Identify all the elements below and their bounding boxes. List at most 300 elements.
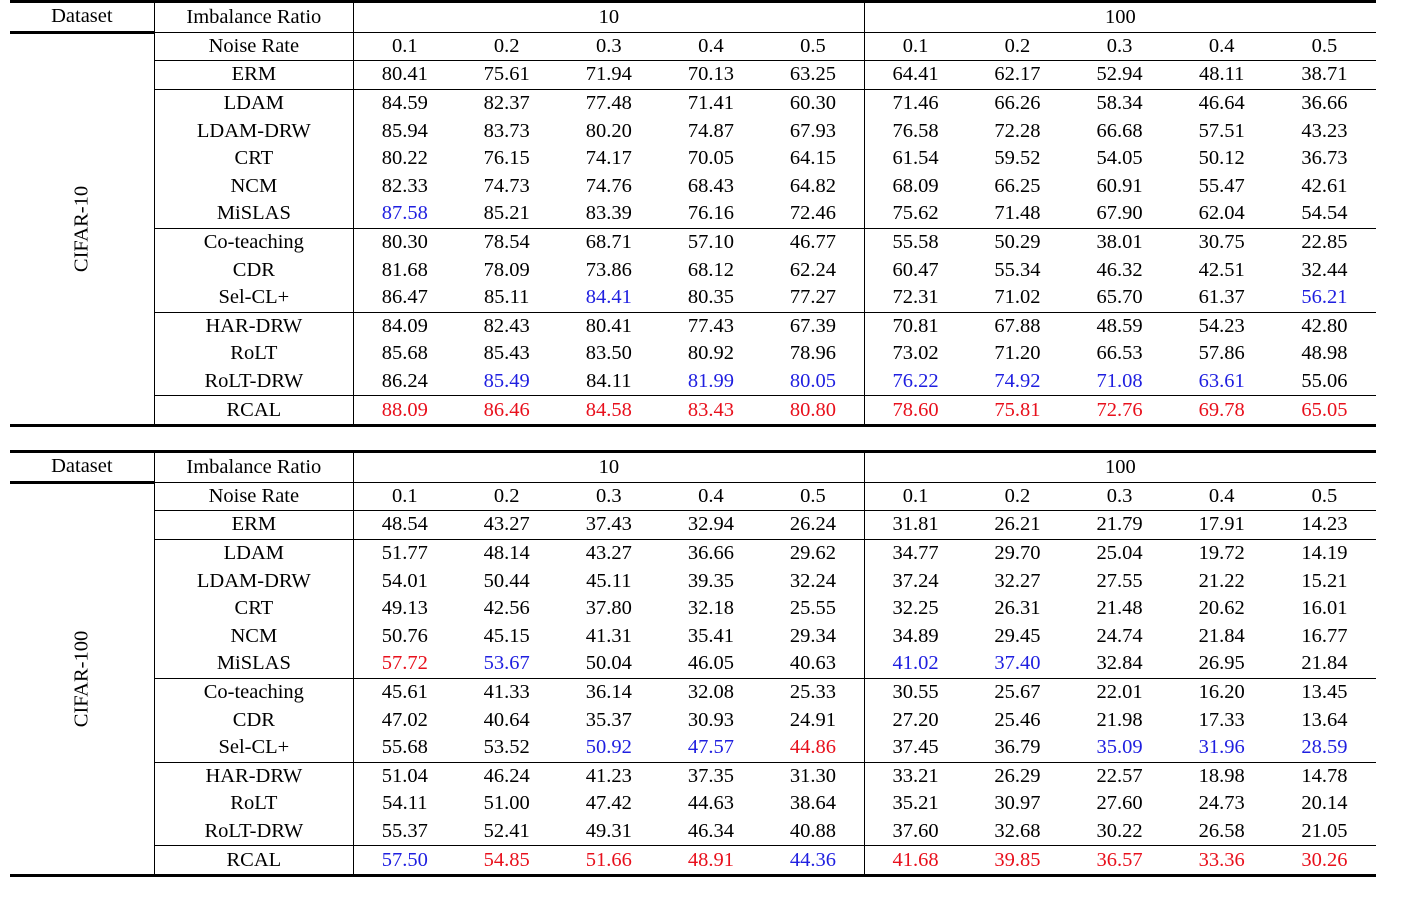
table-cell: 60.30 bbox=[762, 89, 864, 117]
method-name: ERM bbox=[154, 61, 353, 90]
table-cell: 80.20 bbox=[585, 119, 632, 142]
table-cell: 74.92 bbox=[994, 370, 1041, 393]
method-name: CRT bbox=[154, 595, 353, 623]
table-cell: 55.47 bbox=[1198, 174, 1245, 197]
table-cell: 32.27 bbox=[994, 569, 1041, 592]
table-cell: 57.10 bbox=[660, 228, 762, 256]
table-cell: 88.09 bbox=[353, 396, 455, 424]
table-cell: 74.73 bbox=[483, 174, 530, 197]
table-cell: 50.12 bbox=[1198, 147, 1245, 170]
table-cell: 29.45 bbox=[994, 624, 1041, 647]
noise-rate-value: 0.2 bbox=[966, 482, 1068, 511]
cifar100-results-table bbox=[10, 450, 1376, 895]
header-row-imbalance bbox=[10, 2, 1376, 33]
table-cell: 64.15 bbox=[762, 145, 864, 173]
table-cell: 17.91 bbox=[1171, 511, 1273, 540]
table-cell: 68.09 bbox=[892, 174, 939, 197]
dataset-cell bbox=[10, 482, 154, 874]
table-row bbox=[10, 511, 1376, 540]
table-row bbox=[10, 89, 1376, 117]
table-cell: 67.93 bbox=[762, 117, 864, 145]
results-table bbox=[10, 0, 1376, 424]
table-cell: 41.33 bbox=[456, 678, 558, 706]
table-cell: 33.21 bbox=[864, 762, 966, 790]
table-cell: 48.14 bbox=[456, 539, 558, 567]
table-row bbox=[10, 368, 1376, 396]
table-cell: 65.05 bbox=[1273, 396, 1376, 424]
table-cell: 30.22 bbox=[1096, 820, 1143, 843]
table-cell: 19.72 bbox=[1171, 539, 1273, 567]
table-row bbox=[10, 706, 1376, 734]
noise-rate-value: 0.2 bbox=[456, 482, 558, 511]
table-row bbox=[10, 145, 1376, 173]
table-cell: 55.06 bbox=[1301, 370, 1348, 393]
table-cell: 80.92 bbox=[687, 342, 735, 365]
table-cell: 41.23 bbox=[558, 762, 660, 790]
table-cell: 21.84 bbox=[1198, 624, 1245, 647]
method-name: RoLT-DRW bbox=[154, 368, 353, 396]
table-row bbox=[10, 284, 1376, 312]
table-cell: 46.32 bbox=[1096, 258, 1143, 281]
table-cell: 75.81 bbox=[966, 396, 1068, 424]
table-cell: 17.33 bbox=[1198, 708, 1245, 731]
table-row bbox=[10, 678, 1376, 706]
table-row bbox=[10, 539, 1376, 567]
table-cell: 13.64 bbox=[1301, 708, 1348, 731]
table-cell: 35.09 bbox=[1096, 736, 1143, 759]
noise-rate-value: 0.5 bbox=[1273, 482, 1376, 511]
table-cell: 50.04 bbox=[585, 652, 632, 675]
table-cell: 61.37 bbox=[1198, 286, 1245, 309]
method-name: MiSLAS bbox=[154, 650, 353, 678]
table-cell: 36.57 bbox=[1068, 846, 1170, 874]
table-cell: 84.58 bbox=[558, 396, 660, 424]
table-cell: 24.73 bbox=[1198, 792, 1245, 815]
table-cell: 76.22 bbox=[892, 370, 939, 393]
table-cell: 42.80 bbox=[1273, 312, 1376, 340]
method-name: CDR bbox=[154, 706, 353, 734]
table-row bbox=[10, 312, 1376, 340]
table-cell: 46.34 bbox=[687, 820, 735, 843]
table-cell: 54.23 bbox=[1171, 312, 1273, 340]
method-name: NCM bbox=[154, 623, 353, 651]
table-cell: 40.63 bbox=[762, 650, 864, 678]
table-cell: 41.02 bbox=[892, 652, 939, 675]
noise-rate-value: 0.3 bbox=[1068, 482, 1170, 511]
table-cell: 62.24 bbox=[762, 256, 864, 284]
table-cell: 29.62 bbox=[762, 539, 864, 567]
method-name: RoLT bbox=[154, 340, 353, 368]
table-cell: 48.98 bbox=[1301, 342, 1348, 365]
table-cell: 26.58 bbox=[1198, 820, 1245, 843]
table-cell: 50.44 bbox=[483, 569, 530, 592]
table-cell: 26.29 bbox=[966, 762, 1068, 790]
table-cell: 80.41 bbox=[558, 312, 660, 340]
table-cell: 84.09 bbox=[353, 312, 455, 340]
table-row bbox=[10, 256, 1376, 284]
table-cell: 56.21 bbox=[1301, 286, 1348, 309]
table-cell: 66.25 bbox=[994, 174, 1041, 197]
table-cell: 66.68 bbox=[1096, 119, 1143, 142]
table-cell: 45.61 bbox=[353, 678, 455, 706]
table-cell: 54.05 bbox=[1096, 147, 1143, 170]
table-cell: 53.67 bbox=[483, 652, 530, 675]
table-cell: 32.18 bbox=[687, 597, 735, 620]
table-cell: 13.45 bbox=[1273, 678, 1376, 706]
table-cell: 51.66 bbox=[558, 846, 660, 874]
table-cell: 25.55 bbox=[762, 595, 864, 623]
table-cell: 84.11 bbox=[586, 370, 632, 393]
table-cell: 25.33 bbox=[762, 678, 864, 706]
table-cell: 20.14 bbox=[1301, 792, 1348, 815]
table-cell: 86.24 bbox=[381, 370, 428, 393]
table-cell: 40.88 bbox=[762, 818, 864, 846]
table-cell: 72.76 bbox=[1068, 396, 1170, 424]
method-name: HAR-DRW bbox=[154, 762, 353, 790]
table-cell: 58.34 bbox=[1068, 89, 1170, 117]
table-cell: 30.26 bbox=[1273, 846, 1376, 874]
table-cell: 66.53 bbox=[1096, 342, 1143, 365]
table-cell: 28.59 bbox=[1301, 736, 1348, 759]
imbalance-10-header: 10 bbox=[353, 2, 864, 33]
method-name: Co-teaching bbox=[154, 678, 353, 706]
table-cell: 43.27 bbox=[558, 539, 660, 567]
table-cell: 62.17 bbox=[966, 61, 1068, 90]
table-row bbox=[10, 173, 1376, 201]
table-cell: 24.74 bbox=[1096, 624, 1143, 647]
table-cell: 24.91 bbox=[762, 706, 864, 734]
method-name: RCAL bbox=[154, 846, 353, 874]
table-cell: 16.77 bbox=[1301, 624, 1348, 647]
table-cell: 22.57 bbox=[1068, 762, 1170, 790]
table-cell: 64.41 bbox=[864, 61, 966, 90]
method-name: RCAL bbox=[154, 396, 353, 424]
noise-rate-value: 0.5 bbox=[1273, 32, 1376, 61]
dataset-header: Dataset bbox=[10, 452, 154, 483]
table-cell: 66.26 bbox=[966, 89, 1068, 117]
table-cell: 72.31 bbox=[892, 286, 939, 309]
table-cell: 25.46 bbox=[994, 708, 1041, 731]
table-cell: 50.76 bbox=[381, 624, 428, 647]
table-cell: 85.21 bbox=[483, 202, 530, 225]
table-cell: 84.59 bbox=[353, 89, 455, 117]
table-cell: 70.81 bbox=[864, 312, 966, 340]
table-cell: 51.00 bbox=[483, 792, 530, 815]
table-cell: 26.31 bbox=[994, 597, 1041, 620]
table-cell: 31.30 bbox=[762, 762, 864, 790]
table-cell: 85.11 bbox=[484, 286, 530, 309]
table-cell: 32.68 bbox=[994, 820, 1041, 843]
table-cell: 42.51 bbox=[1198, 258, 1245, 281]
table-cell: 48.91 bbox=[660, 846, 762, 874]
table-cell: 67.39 bbox=[762, 312, 864, 340]
table-cell: 29.34 bbox=[762, 623, 864, 651]
table-cell: 63.25 bbox=[762, 61, 864, 90]
noise-rate-value: 0.4 bbox=[660, 482, 762, 511]
table-cell: 80.22 bbox=[381, 147, 428, 170]
table-cell: 55.34 bbox=[994, 258, 1041, 281]
method-name: HAR-DRW bbox=[154, 312, 353, 340]
table-cell: 26.21 bbox=[966, 511, 1068, 540]
table-cell: 71.02 bbox=[994, 286, 1041, 309]
table-cell: 26.95 bbox=[1198, 652, 1245, 675]
table-cell: 44.86 bbox=[762, 734, 864, 762]
table-bottom-rule bbox=[10, 424, 1376, 427]
table-cell: 54.11 bbox=[382, 792, 428, 815]
table-cell: 55.58 bbox=[864, 228, 966, 256]
method-name: CRT bbox=[154, 145, 353, 173]
table-cell: 51.77 bbox=[353, 539, 455, 567]
table-cell: 52.41 bbox=[483, 820, 530, 843]
table-cell: 80.35 bbox=[687, 286, 735, 309]
table-cell: 20.62 bbox=[1198, 597, 1245, 620]
table-cell: 46.64 bbox=[1171, 89, 1273, 117]
dataset-label: CIFAR-10 bbox=[70, 185, 93, 272]
table-cell: 49.31 bbox=[585, 820, 632, 843]
table-cell: 59.52 bbox=[994, 147, 1041, 170]
noise-rate-value: 0.3 bbox=[1068, 32, 1170, 61]
table-cell: 38.71 bbox=[1273, 61, 1376, 90]
table-cell: 83.73 bbox=[483, 119, 530, 142]
table-cell: 78.54 bbox=[456, 228, 558, 256]
dataset-header: Dataset bbox=[10, 2, 154, 33]
table-cell: 57.51 bbox=[1198, 119, 1245, 142]
table-cell: 83.39 bbox=[585, 202, 632, 225]
table-cell: 82.33 bbox=[381, 174, 428, 197]
table-cell: 76.58 bbox=[892, 119, 939, 142]
table-cell: 86.47 bbox=[381, 286, 428, 309]
table-cell: 36.79 bbox=[994, 736, 1041, 759]
table-cell: 73.02 bbox=[892, 342, 939, 365]
noise-rate-value: 0.1 bbox=[864, 482, 966, 511]
noise-rate-value: 0.1 bbox=[864, 32, 966, 61]
table-cell: 21.98 bbox=[1096, 708, 1143, 731]
table-cell: 83.43 bbox=[660, 396, 762, 424]
table-cell: 80.05 bbox=[762, 368, 864, 396]
table-cell: 78.96 bbox=[762, 340, 864, 368]
table-cell: 27.55 bbox=[1096, 569, 1143, 592]
table-cell: 57.50 bbox=[353, 846, 455, 874]
table-cell: 32.94 bbox=[660, 511, 762, 540]
table-row bbox=[10, 650, 1376, 678]
table-cell: 54.01 bbox=[381, 569, 428, 592]
table-cell: 16.20 bbox=[1171, 678, 1273, 706]
noise-rate-value: 0.1 bbox=[353, 482, 455, 511]
table-cell: 39.35 bbox=[687, 569, 735, 592]
table-cell: 65.70 bbox=[1096, 286, 1143, 309]
noise-rate-value: 0.2 bbox=[966, 32, 1068, 61]
table-cell: 48.11 bbox=[1171, 61, 1273, 90]
table-cell: 68.71 bbox=[558, 228, 660, 256]
table-cell: 41.31 bbox=[585, 624, 632, 647]
noise-rate-value: 0.5 bbox=[762, 482, 864, 511]
table-cell: 21.84 bbox=[1301, 652, 1348, 675]
table-cell: 44.63 bbox=[687, 792, 735, 815]
table-cell: 21.79 bbox=[1068, 511, 1170, 540]
table-row bbox=[10, 567, 1376, 595]
table-cell: 49.13 bbox=[381, 597, 428, 620]
table-cell: 15.21 bbox=[1301, 569, 1348, 592]
table-cell: 42.56 bbox=[483, 597, 530, 620]
table-cell: 47.42 bbox=[585, 792, 632, 815]
table-cell: 80.41 bbox=[353, 61, 455, 90]
table-cell: 32.24 bbox=[762, 567, 864, 595]
table-cell: 33.36 bbox=[1171, 846, 1273, 874]
table-cell: 14.19 bbox=[1273, 539, 1376, 567]
table-cell: 83.50 bbox=[585, 342, 632, 365]
table-cell: 75.61 bbox=[456, 61, 558, 90]
method-name: RoLT bbox=[154, 790, 353, 818]
table-cell: 80.80 bbox=[762, 396, 864, 424]
table-cell: 57.72 bbox=[381, 652, 428, 675]
noise-rate-value: 0.4 bbox=[660, 32, 762, 61]
table-cell: 25.67 bbox=[966, 678, 1068, 706]
imbalance-ratio-header: Imbalance Ratio bbox=[154, 452, 353, 483]
table-cell: 36.66 bbox=[660, 539, 762, 567]
table-cell: 53.52 bbox=[483, 736, 530, 759]
method-name: LDAM-DRW bbox=[154, 117, 353, 145]
method-name: ERM bbox=[154, 511, 353, 540]
table-cell: 44.36 bbox=[762, 846, 864, 874]
table-cell: 80.30 bbox=[353, 228, 455, 256]
imbalance-10-header: 10 bbox=[353, 452, 864, 483]
table-cell: 77.27 bbox=[762, 284, 864, 312]
method-name: Co-teaching bbox=[154, 228, 353, 256]
table-row bbox=[10, 790, 1376, 818]
table-cell: 34.89 bbox=[892, 624, 939, 647]
table-cell: 32.25 bbox=[892, 597, 939, 620]
table-cell: 45.15 bbox=[483, 624, 530, 647]
table-cell: 21.22 bbox=[1198, 569, 1245, 592]
table-cell: 54.54 bbox=[1301, 202, 1348, 225]
table-cell: 61.54 bbox=[892, 147, 939, 170]
table-cell: 70.13 bbox=[660, 61, 762, 90]
table-cell: 18.98 bbox=[1171, 762, 1273, 790]
table-row bbox=[10, 117, 1376, 145]
table-cell: 25.04 bbox=[1068, 539, 1170, 567]
noise-rate-value: 0.3 bbox=[558, 32, 660, 61]
table-cell: 37.80 bbox=[585, 597, 632, 620]
table-cell: 71.41 bbox=[660, 89, 762, 117]
table-cell: 30.55 bbox=[864, 678, 966, 706]
table-cell: 31.96 bbox=[1198, 736, 1245, 759]
table-cell: 39.85 bbox=[966, 846, 1068, 874]
table-cell: 31.81 bbox=[864, 511, 966, 540]
table-cell: 48.54 bbox=[353, 511, 455, 540]
table-cell: 43.27 bbox=[456, 511, 558, 540]
table-cell: 71.48 bbox=[994, 202, 1041, 225]
noise-rate-value: 0.4 bbox=[1171, 32, 1273, 61]
table-cell: 87.58 bbox=[381, 202, 428, 225]
dataset-label: CIFAR-100 bbox=[70, 630, 93, 727]
table-row bbox=[10, 762, 1376, 790]
method-name: CDR bbox=[154, 256, 353, 284]
table-cell: 74.76 bbox=[585, 174, 632, 197]
noise-rate-value: 0.5 bbox=[762, 32, 864, 61]
table-cell: 82.43 bbox=[456, 312, 558, 340]
results-table bbox=[10, 450, 1376, 874]
method-name: RoLT-DRW bbox=[154, 818, 353, 846]
table-cell: 57.86 bbox=[1198, 342, 1245, 365]
table-cell: 48.59 bbox=[1068, 312, 1170, 340]
table-cell: 60.91 bbox=[1096, 174, 1143, 197]
table-row bbox=[10, 340, 1376, 368]
table-cell: 29.70 bbox=[966, 539, 1068, 567]
table-cell: 85.43 bbox=[483, 342, 530, 365]
table-cell: 70.05 bbox=[687, 147, 735, 170]
table-row bbox=[10, 595, 1376, 623]
table-cell: 76.16 bbox=[687, 202, 735, 225]
table-cell: 26.24 bbox=[762, 511, 864, 540]
table-cell: 55.37 bbox=[381, 820, 428, 843]
method-name: MiSLAS bbox=[154, 200, 353, 228]
table-cell: 37.35 bbox=[660, 762, 762, 790]
table-cell: 82.37 bbox=[456, 89, 558, 117]
table-cell: 81.99 bbox=[687, 370, 735, 393]
method-name: LDAM bbox=[154, 89, 353, 117]
noise-rate-value: 0.3 bbox=[558, 482, 660, 511]
table-cell: 84.41 bbox=[585, 286, 632, 309]
table-cell: 37.24 bbox=[892, 569, 939, 592]
method-name: LDAM bbox=[154, 539, 353, 567]
method-name: Sel-CL+ bbox=[154, 284, 353, 312]
table-cell: 41.68 bbox=[864, 846, 966, 874]
table-row bbox=[10, 734, 1376, 762]
table-cell: 68.12 bbox=[687, 258, 735, 281]
table-cell: 60.47 bbox=[892, 258, 939, 281]
table-row bbox=[10, 396, 1376, 424]
table-cell: 71.46 bbox=[864, 89, 966, 117]
table-cell: 77.48 bbox=[558, 89, 660, 117]
table-cell: 22.85 bbox=[1273, 228, 1376, 256]
table-cell: 52.94 bbox=[1068, 61, 1170, 90]
table-cell: 62.04 bbox=[1198, 202, 1245, 225]
table-cell: 50.92 bbox=[585, 736, 632, 759]
dataset-cell bbox=[10, 32, 154, 424]
table-cell: 32.08 bbox=[660, 678, 762, 706]
table-cell: 37.45 bbox=[892, 736, 939, 759]
table-cell: 35.37 bbox=[585, 708, 632, 731]
table-row bbox=[10, 200, 1376, 228]
noise-rate-value: 0.2 bbox=[456, 32, 558, 61]
table-cell: 35.21 bbox=[892, 792, 939, 815]
table-bottom-rule bbox=[10, 874, 1376, 877]
table-row bbox=[10, 818, 1376, 846]
table-cell: 34.77 bbox=[864, 539, 966, 567]
table-cell: 81.68 bbox=[381, 258, 428, 281]
table-row bbox=[10, 623, 1376, 651]
table-cell: 50.29 bbox=[966, 228, 1068, 256]
table-cell: 68.43 bbox=[687, 174, 735, 197]
table-cell: 30.93 bbox=[687, 708, 735, 731]
table-cell: 36.66 bbox=[1273, 89, 1376, 117]
table-cell: 63.61 bbox=[1198, 370, 1245, 393]
table-cell: 54.85 bbox=[456, 846, 558, 874]
table-cell: 55.68 bbox=[381, 736, 428, 759]
table-cell: 30.97 bbox=[994, 792, 1041, 815]
table-cell: 71.08 bbox=[1096, 370, 1143, 393]
table-cell: 27.60 bbox=[1096, 792, 1143, 815]
table-cell: 37.40 bbox=[994, 652, 1041, 675]
method-name: LDAM-DRW bbox=[154, 567, 353, 595]
imbalance-100-header: 100 bbox=[864, 2, 1376, 33]
table-cell: 38.64 bbox=[762, 790, 864, 818]
table-cell: 14.23 bbox=[1273, 511, 1376, 540]
header-row-noise bbox=[10, 482, 1376, 511]
cifar10-results-table bbox=[10, 0, 1376, 440]
table-cell: 72.46 bbox=[762, 200, 864, 228]
table-cell: 85.94 bbox=[381, 119, 428, 142]
